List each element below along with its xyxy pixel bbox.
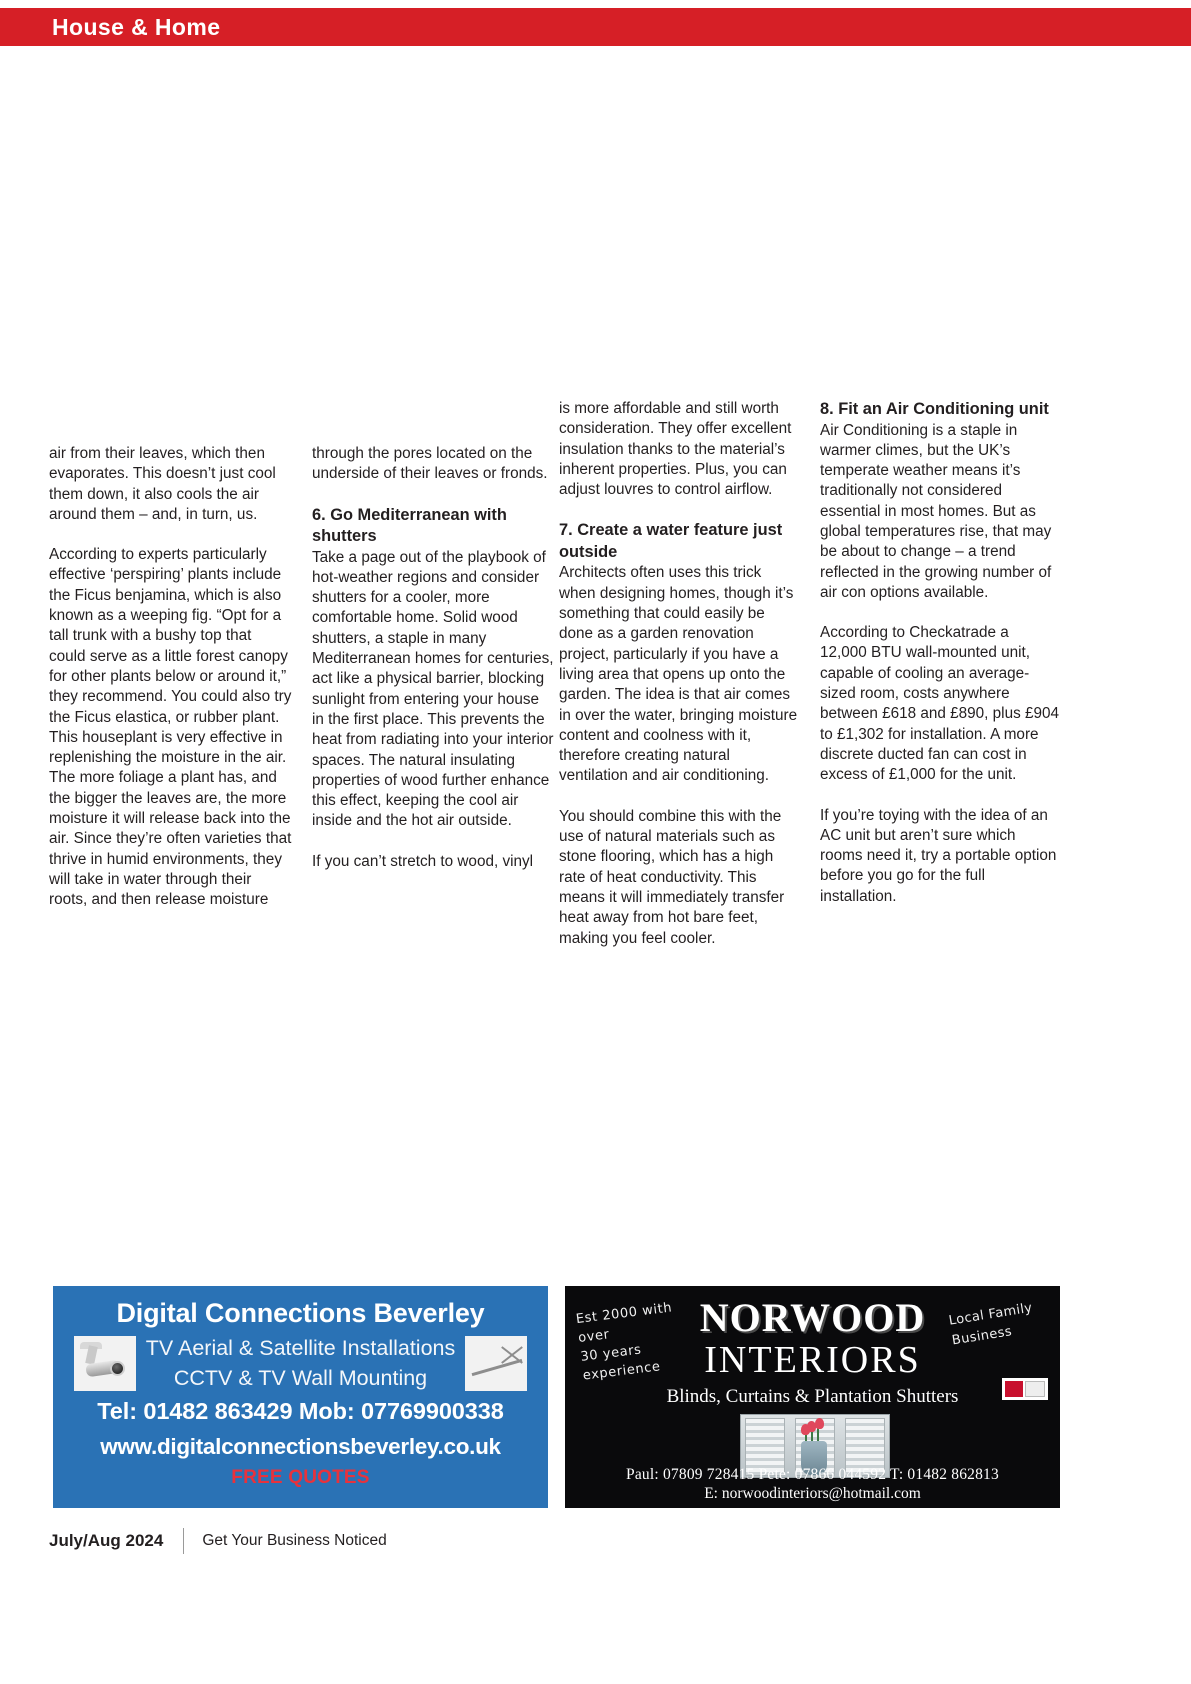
section-heading-7: 7. Create a water feature just outside: [559, 521, 783, 561]
paragraph: If you’re toying with the idea of an AC unit but aren’t sure which rooms need it, try a portable option before you go for the full installation.: [820, 806, 1057, 905]
article-column-2: [312, 392, 555, 872]
advert-phone-numbers[interactable]: Tel: 01482 863429 Mob: 07769900338: [97, 1398, 504, 1424]
advert-service-line-1: TV Aerial & Satellite Installations: [145, 1336, 456, 1360]
tv-aerial-icon: [465, 1336, 527, 1391]
footer-divider: [183, 1528, 184, 1554]
paragraph: air from their leaves, which then evaporates. This doesn’t just cool them down, it also cools the air around them – and, in turn, us.: [49, 445, 276, 523]
paragraph: You should combine this with the use of natural materials such as stone flooring, which has a high rate of heat conductivity. This means it will immediately transfer heat away from hot bare feet, making you feel cooler.: [559, 807, 785, 947]
section-heading-6: 6. Go Mediterranean with shutters: [312, 505, 507, 546]
paragraph: If you can’t stretch to wood, vinyl: [312, 852, 534, 870]
section-heading-8: 8. Fit an Air Conditioning unit: [820, 400, 1049, 418]
advert-tagline: Blinds, Curtains & Plantation Shutters: [666, 1386, 959, 1407]
article-body: [49, 392, 1059, 952]
footer-tagline: Get Your Business Noticed: [202, 1532, 387, 1549]
advert-service-line-2: CCTV & TV Wall Mounting: [173, 1366, 428, 1390]
advert-norwood-interiors[interactable]: [565, 1286, 1060, 1508]
badge-grey-icon: [1025, 1381, 1045, 1397]
advert-established-line-2: 30 years experience: [579, 1342, 662, 1384]
advert-badge-icon: [1002, 1378, 1048, 1400]
paragraph: through the pores located on the underside of their leaves or fronds.: [312, 445, 548, 483]
advert-logo-interiors: INTERIORS: [704, 1339, 921, 1381]
article-column-1: [49, 392, 292, 911]
advert-digital-connections[interactable]: [53, 1286, 548, 1508]
advert-service-row: [53, 1333, 548, 1393]
paragraph: Air Conditioning is a staple in warmer climes, but the UK’s temperate weather means it’s traditionally not considered essential in most homes. But as global temperatures rise, that may be about to change – a trend reflected in the growing number of air con options available.: [820, 421, 1052, 601]
advert-established-line-1: Est 2000 with over: [575, 1300, 674, 1346]
paragraph: According to Checkatrade a 12,000 BTU wall-mounted unit, capable of cooling an average-sized room, costs anywhere between £618 and £890, plus £904 to £1,302 for installation. A more discrete ducted fan can cost in excess of £1,000 for the unit.: [820, 624, 1060, 784]
cctv-camera-icon: [74, 1336, 136, 1391]
advert-local-family-line-2: Business: [950, 1324, 1014, 1349]
page-header-banner: [0, 8, 1191, 46]
advert-logo-norwood: NORWOOD: [699, 1295, 926, 1340]
advert-website-link[interactable]: www.digitalconnectionsbeverley.co.uk: [100, 1434, 501, 1459]
advert-business-name: Digital Connections Beverley: [116, 1298, 485, 1328]
footer-issue-date: July/Aug 2024: [49, 1531, 164, 1550]
paragraph: Take a page out of the playbook of hot-weather regions and consider shutters for a cooler, more comfortable home. Solid wood shutters, a staple in many Mediterranean homes for centuries, act like a physical barrier, blocking sunlight from entering your house in the first place. This prevents the heat from radiating into your interior spaces. The natural insulating properties of wood further enhance this effect, keeping the cool air inside and the hot air outside.: [312, 548, 554, 830]
advert-service-list: [146, 1333, 456, 1393]
paragraph: Architects often uses this trick when designing homes, though it’s something that could easily be done as a garden renovation project, particularly if you have a living area that opens up onto the garden. The idea is that air comes in over the water, bringing moisture content and coolness with it, therefore creating natural ventilation and air conditioning.: [559, 564, 798, 785]
advert-contact-numbers[interactable]: Paul: 07809 728415 Pete: 07866 044592 T: 01482 862813: [626, 1466, 999, 1483]
article-column-3: [559, 392, 799, 949]
page-title: House & Home: [52, 13, 221, 40]
article-column-4: [820, 392, 1059, 907]
paragraph: is more affordable and still worth consideration. They offer excellent insulation thanks to the material’s inherent properties. Plus, you can adjust louvres to control airflow.: [559, 400, 792, 499]
advert-local-family-line-1: Local Family: [947, 1300, 1034, 1329]
advert-email-address[interactable]: E: norwoodinteriors@hotmail.com: [704, 1485, 921, 1502]
advert-free-quotes-label: FREE QUOTES: [231, 1467, 370, 1488]
badge-red-icon: [1005, 1381, 1023, 1397]
paragraph: According to experts particularly effective ‘perspiring’ plants include the Ficus benjamina, which is also known as a weeping fig. “Opt for a tall trunk with a bushy top that could serve as a little forest canopy for other plants below or around it,” they recommend. You could also try the Ficus elastica, or rubber plant. This houseplant is very effective in replenishing the moisture in the air. The more foliage a plant has, and the bigger the leaves are, the more moisture it will release back into the air. Since they’re often varieties that thrive in humid environments, they will take in water through their roots, and then release moisture: [49, 546, 292, 909]
page-footer: [49, 1528, 1142, 1554]
